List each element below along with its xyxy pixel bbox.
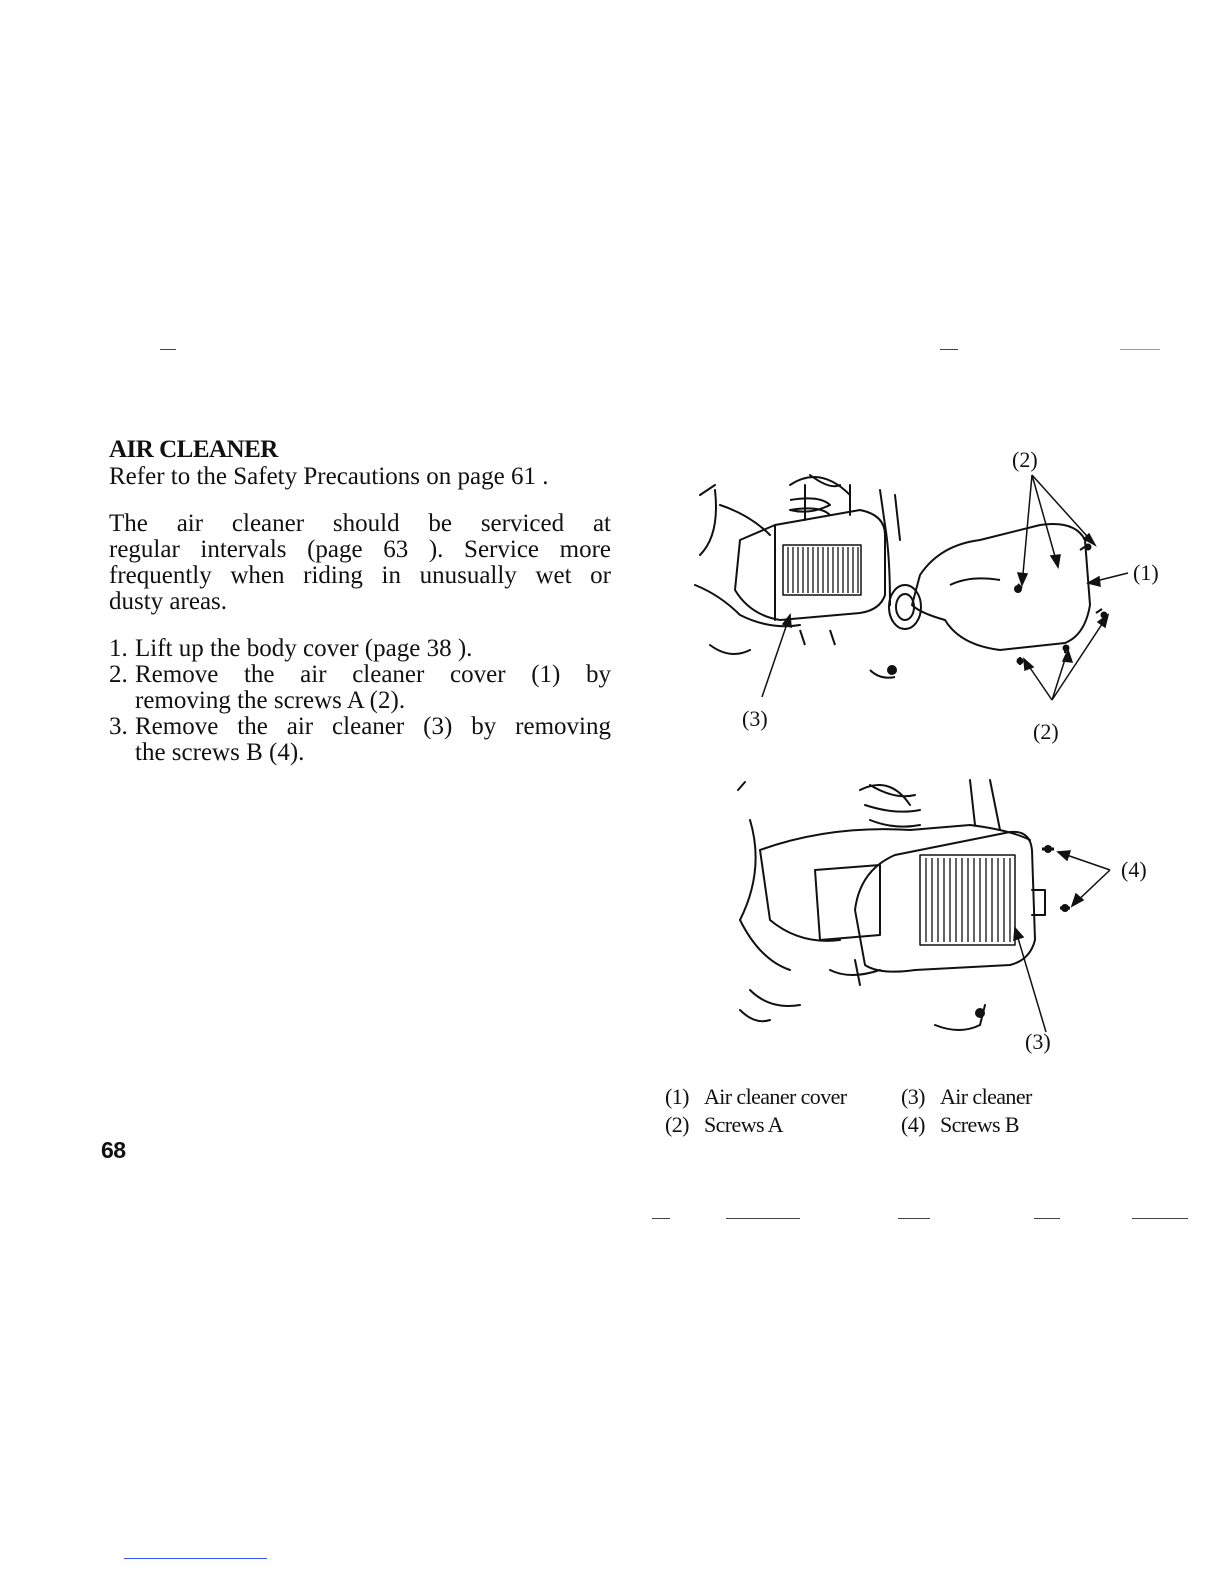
callout-2-top: (2) — [1012, 447, 1038, 472]
legend-number: (3) — [901, 1084, 925, 1109]
step-number: 2. — [109, 661, 128, 688]
scan-artifact — [652, 1218, 670, 1219]
step-item — [109, 714, 611, 766]
step-number: 3. — [109, 713, 128, 740]
legend-item — [901, 1112, 1101, 1138]
scan-artifact — [726, 1218, 800, 1219]
legend-item — [901, 1084, 1101, 1110]
figure-legend — [665, 1084, 1101, 1138]
air-cleaner-illustration — [680, 770, 1180, 1060]
legend-item — [665, 1084, 901, 1110]
legend-number: (2) — [665, 1112, 689, 1137]
paragraph-line: frequently when riding in unusually wet or — [109, 562, 611, 589]
scan-artifact — [1120, 349, 1160, 350]
callout-1: (1) — [1133, 560, 1159, 585]
step-text: the screws B (4). — [135, 739, 305, 766]
intro-paragraph — [109, 511, 611, 615]
instructions-column — [109, 436, 611, 766]
legend-text: Screws A — [704, 1112, 783, 1137]
scan-artifact — [124, 1558, 267, 1559]
step-text: Remove the air cleaner (3) by removing — [135, 713, 611, 740]
step-number: 1. — [109, 635, 128, 662]
step-text: removing the screws A (2). — [135, 687, 406, 714]
callout-4: (4) — [1121, 857, 1147, 882]
paragraph-line: The air cleaner should be serviced at — [109, 510, 611, 537]
legend-text: Air cleaner — [940, 1084, 1032, 1109]
safety-reference: Refer to the Safety Precautions on page 61 . — [109, 463, 549, 490]
callout-2-bottom: (2) — [1033, 719, 1059, 744]
paragraph-line: dusty areas. — [109, 588, 228, 615]
scan-artifact — [940, 349, 958, 350]
legend-number: (1) — [665, 1084, 689, 1109]
legend-number: (4) — [901, 1112, 925, 1137]
step-item — [109, 636, 611, 662]
scan-artifact — [1034, 1218, 1060, 1219]
section-title: AIR CLEANER — [109, 436, 278, 463]
callout-3: (3) — [742, 706, 768, 731]
scan-artifact — [1132, 1218, 1188, 1219]
callout-3: (3) — [1025, 1029, 1051, 1054]
legend-text: Air cleaner cover — [704, 1084, 847, 1109]
air-cleaner-figure — [680, 770, 1180, 1060]
step-text: Remove the air cleaner cover (1) by — [135, 661, 611, 688]
scan-artifact — [898, 1218, 930, 1219]
air-cleaner-cover-figure — [680, 445, 1180, 755]
step-text: Lift up the body cover (page 38 ). — [135, 635, 473, 662]
scan-artifact — [160, 349, 176, 350]
step-item — [109, 662, 611, 714]
legend-item — [665, 1112, 901, 1138]
step-list — [109, 636, 611, 766]
paragraph-line: regular intervals (page 63 ). Service more — [109, 536, 611, 563]
legend-text: Screws B — [940, 1112, 1019, 1137]
page-number: 68 — [101, 1137, 126, 1163]
